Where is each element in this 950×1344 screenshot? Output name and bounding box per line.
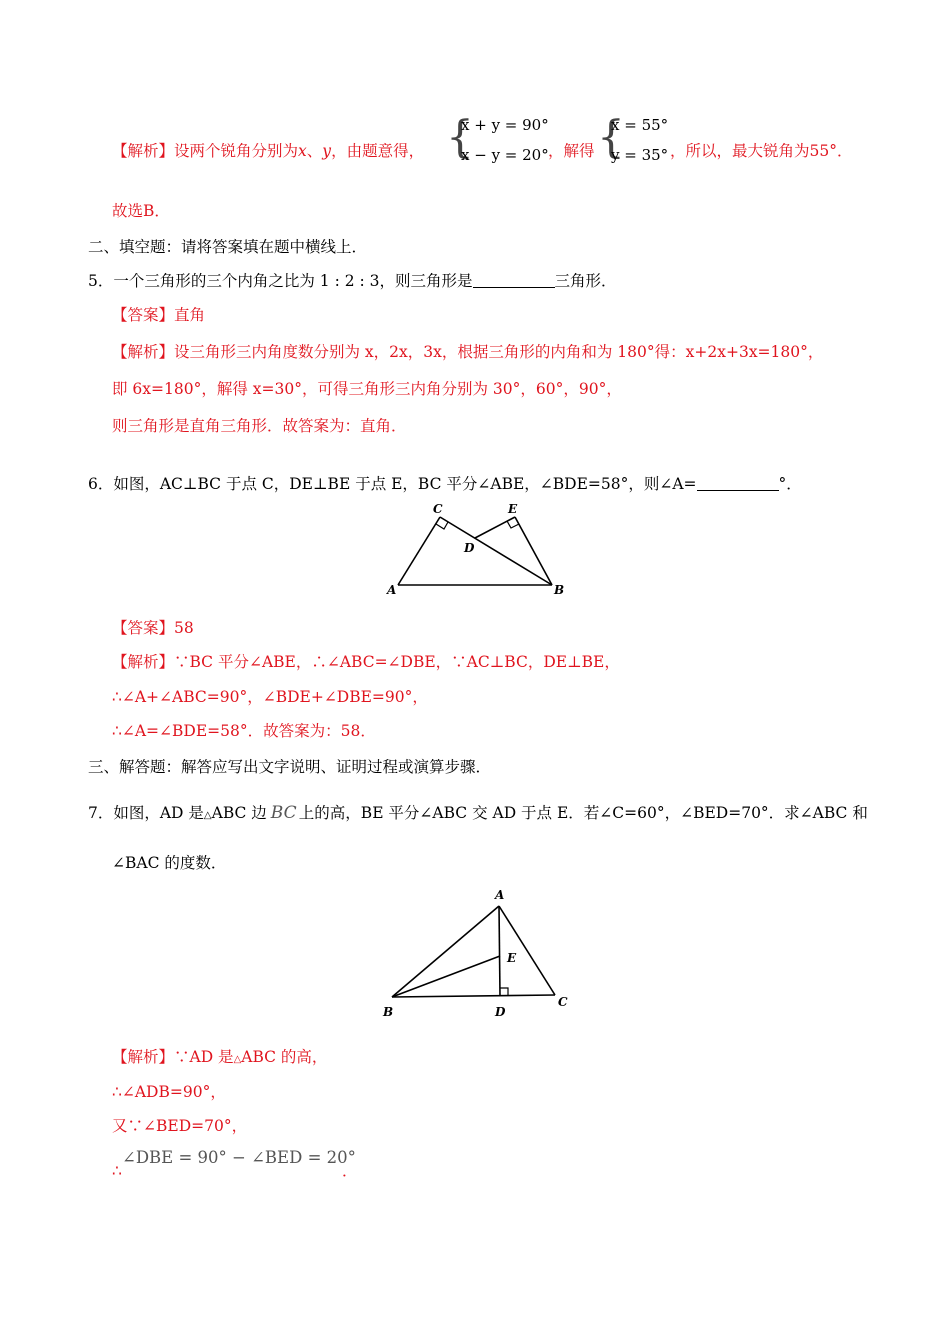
question-7-text: 上的高，BE 平分∠ABC 交 AD 于点 E．若∠C=60°，∠BED=70°．求∠ABC 和 [298,804,868,822]
right-angle-c [436,522,448,529]
left-brace: { [597,112,625,163]
q5-solution-1: 【解析】设三角形三内角度数分别为 x，2x，3x，根据三角形的内角和为 180°得：x+2x+3x=180°， [112,343,824,361]
label-d: D [495,1005,506,1019]
side-ba [392,906,499,997]
q6-solution-3: ∴∠A=∠BDE=58°．故答案为：58． [112,722,376,740]
bc-label: BC [270,803,297,823]
question-5 [88,270,617,292]
side-ac [398,517,440,585]
equation-2: x − y = 20° [461,146,549,164]
equation-dbe: ∠DBE = 90° − ∠BED = 20° [122,1148,356,1167]
solution-text: 【解析】∵AD 是 [112,1048,234,1066]
conclusion-text: ，所以，最大锐角为 [670,142,810,160]
label-b: B [383,1005,394,1019]
q6-answer: 【答案】58 [112,619,194,637]
altitude-ad [499,906,500,996]
triangle-symbol: △ [203,810,212,821]
question-7-text: ABC 边 [211,804,267,822]
question-7-line-2: ∠BAC 的度数． [112,854,227,872]
var-x: x [298,142,307,160]
answer-x: x = 55° [611,116,669,134]
conclusion-value: 55°． [809,142,853,160]
solution-text: ABC 的高， [241,1048,328,1066]
q4-solution [112,140,424,162]
solution-text: ，由题意得， [331,142,425,160]
var-y: y [322,142,332,160]
bisector-be [392,956,500,997]
label-c: C [433,502,443,516]
label-b: B [554,583,565,597]
answer-blank [473,271,555,288]
question-6 [88,473,802,495]
label-a: A [387,583,397,597]
label-c: C [558,995,568,1009]
question-6-tail: °． [778,475,802,493]
q7-solution-2: ∴∠ADB=90°， [112,1083,226,1101]
label-a: A [495,888,505,902]
question-5-tail: 三角形． [554,272,617,290]
side-eb [515,517,552,585]
q5-answer: 【答案】直角 [112,306,206,324]
q6-solution-1: 【解析】∵BC 平分∠ABE，∴∠ABC=∠DBE，∵AC⊥BC，DE⊥BE， [112,653,620,671]
section-3-heading: 三、解答题：解答应写出文字说明、证明过程或演算步骤． [88,758,492,776]
question-6-text: 6．如图，AC⊥BC 于点 C，DE⊥BE 于点 E，BC 平分∠ABE，∠BDE=58°，则∠A= [88,475,697,493]
triangle-symbol: △ [233,1054,242,1065]
q7-solution-3: 又∵∠BED=70°， [112,1117,248,1135]
left-brace: { [446,112,474,163]
solution-text: 设两个锐角分别为 [174,142,299,160]
q7-solution-1 [112,1046,327,1071]
label-d: D [464,541,475,555]
choice-text: 故选B． [112,202,170,220]
figure-q7 [375,882,580,1022]
q5-solution-3: 则三角形是直角三角形．故答案为：直角． [112,417,407,435]
q5-solution-2: 即 6x=180°，解得 x=30°，可得三角形三内角分别为 30°，60°，90°， [112,380,622,398]
question-7 [88,802,868,827]
therefore-symbol: ∴ [112,1162,122,1180]
question-7-text: 7．如图，AD 是 [88,804,204,822]
answer-blank [697,474,779,491]
question-5-text: 5．一个三角形的三个内角之比为 1 : 2 : 3，则三角形是 [88,272,473,290]
figure-q6 [380,500,580,600]
label-e: E [508,502,518,516]
solve-text: ，解得 [548,142,595,160]
period: ． [342,1162,358,1180]
separator: 、 [306,142,323,160]
side-de [475,517,515,538]
answer-y: y = 35° [611,146,669,164]
side-bc [392,995,555,997]
equation-1: x + y = 90° [461,116,549,134]
conclusion [670,140,853,162]
solution-tag: 【解析】 [112,142,175,160]
label-e: E [507,951,517,965]
section-2-heading: 二、填空题：请将答案填在题中横线上． [88,238,368,256]
q6-solution-2: ∴∠A+∠ABC=90°，∠BDE+∠DBE=90°， [112,688,428,706]
